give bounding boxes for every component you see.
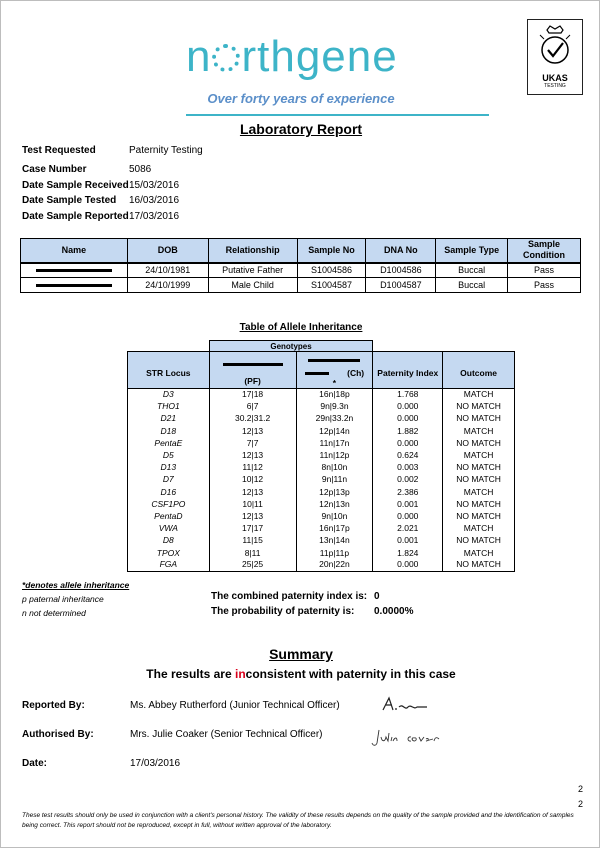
allele-row [128,413,515,425]
allele-cell-locus: D18 [128,425,210,437]
allele-cell-outcome: MATCH [443,425,515,437]
allele-cell-pf: 12|13 [209,510,296,522]
signature-authorised [371,727,446,749]
allele-cell-locus: PentaD [128,510,210,522]
allele-cell-pf: 30.2|31.2 [209,413,296,425]
allele-cell-pf: 11|12 [209,462,296,474]
allele-row [128,462,515,474]
allele-cell-outcome: MATCH [443,486,515,498]
ukas-mark: UKAS [542,73,568,83]
allele-row [128,547,515,559]
allele-cell-ch: 16n|17p [296,523,373,535]
allele-cell-outcome: NO MATCH [443,437,515,449]
allele-cell-locus: D13 [128,462,210,474]
signature-reported [381,695,431,715]
redacted-name [21,278,128,293]
allele-cell-outcome: MATCH [443,523,515,535]
allele-cell-outcome: NO MATCH [443,535,515,547]
col-name: Name [21,239,128,263]
allele-cell-outcome: NO MATCH [443,498,515,510]
allele-cell-pf: 7|7 [209,437,296,449]
allele-cell-outcome: MATCH [443,547,515,559]
allele-cell-ch: 9n|11n [296,474,373,486]
allele-cell-outcome: MATCH [443,389,515,401]
col-outcome: Outcome [443,352,515,389]
allele-cell-pi: 0.000 [373,437,443,449]
allele-cell-locus: VWA [128,523,210,535]
footnotes: *denotes allele inheritance p paternal inheritance n not determined [22,580,130,618]
dotted-o-icon [212,44,240,72]
col-paternity-index: Paternity Index [373,352,443,389]
northgene-logo: n rthgene [186,32,398,81]
crown-tick-icon [535,24,575,68]
combined-index-value: 0 [374,591,380,602]
allele-cell-pf: 17|17 [209,523,296,535]
allele-cell-pf: 10|12 [209,474,296,486]
allele-cell-locus: D21 [128,413,210,425]
allele-row [128,559,515,571]
allele-cell-locus: D7 [128,474,210,486]
ukas-sub: TESTING [544,83,566,89]
allele-cell-pi: 2.386 [373,486,443,498]
allele-cell-locus: TPOX [128,547,210,559]
allele-cell-pf: 12|13 [209,425,296,437]
allele-cell-pf: 25|25 [209,559,296,571]
summary-text: The results are inconsistent with paternity in this case [146,667,456,681]
allele-inheritance-table [127,340,515,572]
allele-cell-pf: 8|11 [209,547,296,559]
allele-cell-pi: 1.824 [373,547,443,559]
allele-cell-pf: 17|18 [209,389,296,401]
allele-cell-pi: 0.002 [373,474,443,486]
col-ch: (Ch) * [296,352,373,389]
allele-cell-ch: 12n|13n [296,498,373,510]
allele-cell-pf: 6|7 [209,401,296,413]
col-dna-no: DNA No [366,239,436,263]
allele-cell-ch: 9n|10n [296,510,373,522]
genotypes-header: Genotypes [209,341,373,352]
allele-cell-locus: D5 [128,449,210,461]
col-sample-condition: Sample Condition [508,239,581,263]
allele-row [128,510,515,522]
allele-cell-pi: 0.000 [373,401,443,413]
allele-cell-pi: 2.021 [373,523,443,535]
redacted-name [21,263,128,278]
allele-cell-locus: PentaE [128,437,210,449]
allele-cell-pi: 0.624 [373,449,443,461]
allele-cell-pf: 12|13 [209,486,296,498]
combined-index-label: The combined paternity index is: [211,591,368,602]
allele-cell-outcome: NO MATCH [443,559,515,571]
allele-row [128,437,515,449]
allele-cell-ch: 20n|22n [296,559,373,571]
allele-cell-pi: 0.000 [373,510,443,522]
probability-label: The probability of paternity is: [211,606,355,617]
allele-cell-locus: D8 [128,535,210,547]
allele-row [128,389,515,401]
allele-cell-outcome: NO MATCH [443,413,515,425]
allele-cell-pi: 1.768 [373,389,443,401]
samples-table [20,238,581,293]
allele-row [128,425,515,437]
allele-row [128,486,515,498]
allele-cell-ch: 12p|14n [296,425,373,437]
allele-cell-ch: 29n|33.2n [296,413,373,425]
tagline-divider [186,114,489,116]
allele-cell-outcome: NO MATCH [443,474,515,486]
col-sample-no: Sample No [297,239,366,263]
allele-cell-pf: 11|15 [209,535,296,547]
allele-cell-pf: 12|13 [209,449,296,461]
page-number: 2 [577,784,583,794]
allele-cell-locus: THO1 [128,401,210,413]
allele-cell-ch: 16n|18p [296,389,373,401]
allele-cell-pi: 0.000 [373,413,443,425]
col-sample-type: Sample Type [436,239,508,263]
col-str-locus: STR Locus [128,352,210,389]
disclaimer: These test results should only be used in conjunction with a client's personal history. The validity of these results depends on the quality of the sample provided and the identification of samples being correct. This report should not be reproduced, except in full, without written approval of the laboratory. [22,812,574,829]
allele-row [128,474,515,486]
allele-cell-pi: 0.001 [373,535,443,547]
page-count: 2 [577,799,583,809]
allele-cell-pi: 0.000 [373,559,443,571]
allele-cell-ch: 11p|11p [296,547,373,559]
ukas-accreditation-badge [527,19,583,95]
allele-cell-outcome: NO MATCH [443,401,515,413]
col-pf: (PF) [209,352,296,389]
allele-cell-pf: 10|11 [209,498,296,510]
allele-cell-ch: 8n|10n [296,462,373,474]
probability-value: 0.0000% [374,606,414,617]
allele-cell-outcome: NO MATCH [443,462,515,474]
allele-cell-locus: D3 [128,389,210,401]
allele-cell-outcome: MATCH [443,449,515,461]
allele-cell-pi: 1.882 [373,425,443,437]
allele-cell-locus: FGA [128,559,210,571]
allele-cell-ch: 13n|14n [296,535,373,547]
allele-row [128,449,515,461]
tagline: Over forty years of experience [207,91,395,106]
report-title: Laboratory Report [239,121,363,137]
allele-cell-pi: 0.003 [373,462,443,474]
col-dob: DOB [127,239,208,263]
allele-cell-locus: CSF1PO [128,498,210,510]
table-row: 24/10/1999 Male Child S1004587 D1004587 Buccal Pass [21,278,581,293]
allele-row [128,535,515,547]
allele-cell-locus: D16 [128,486,210,498]
table-row: 24/10/1981 Putative Father S1004586 D1004586 Buccal Pass [21,263,581,278]
allele-cell-pi: 0.001 [373,498,443,510]
allele-cell-ch: 9n|9.3n [296,401,373,413]
report-page: n rthgene Over forty years of experience UKAS TESTING Laboratory Report Test Requested Paternity Testing Case Number 5086 Date Sample Received 15/03/2016 Date Sample Tested 16/03/2016 Date Sample Reported 17/03/2016 Name DOB Relationship Sample No DNA No Sample Type Sample Condition 24/10/1981 Putative Father S1004586 D1004586 Buccal Pass 24/10/1999 Male Child S1004587 D1004587 Buccal Pass Table of Allele Inheritance Genotypes STR Locus (PF) (Ch) * Paternity Index Outcome D3 17|18 16n|18p 1.768 MATCH THO1 6|7 9n|9.3n 0.000 NO MATCH D21 30.2|31.2 29n|33.2n 0.000 NO MATCH D18 12|13 12p|14n 1.882 MATCH PentaE 7|7 11n|17n 0.000 NO MATCH D5 12|13 11n|12p 0.624 MATCH D13 11|12 8n|10n 0.003 NO MATCH D7 10|12 9n|11n 0.002 NO MATCH D16 12|13 12p|13p 2.386 MATCH CSF1PO 10|11 12n|13n 0.001 NO MATCH PentaD 12|13 9n|10n 0.000 NO MATCH VWA 17|17 16n|17p 2.021 MATCH D8 11|15 13n|14n 0.001 NO MATCH TPOX 8|11 11p|11p 1.824 MATCH FGA 25|25 20n|22n 0.000 NO MATCH *denotes allele inheritance p paternal inheritance n not determined The combined paternity index is: 0 The probability of paternity is: 0.0000% Summary The results are inconsistent with paternity in this case Reported By: Ms. Abbey Rutherford (Junior Technical Officer) Authorised By: Mrs. Julie Coaker (Senior Technical Officer) Date: 17/03/2016 2 2 These test results should only be used in conjunction with a client's personal history. The validity of these results depends on the quality of the sample provided and the identification of samples being correct. This report should not be reproduced, except in full, without written approval of the laboratory. [0,0,600,848]
allele-row [128,523,515,535]
allele-row [128,401,515,413]
allele-cell-ch: 12p|13p [296,486,373,498]
allele-cell-ch: 11n|17n [296,437,373,449]
summary-title: Summary [269,646,333,662]
allele-row [128,498,515,510]
allele-cell-outcome: NO MATCH [443,510,515,522]
allele-cell-ch: 11n|12p [296,449,373,461]
allele-table-title: Table of Allele Inheritance [239,322,363,333]
col-relationship: Relationship [208,239,297,263]
